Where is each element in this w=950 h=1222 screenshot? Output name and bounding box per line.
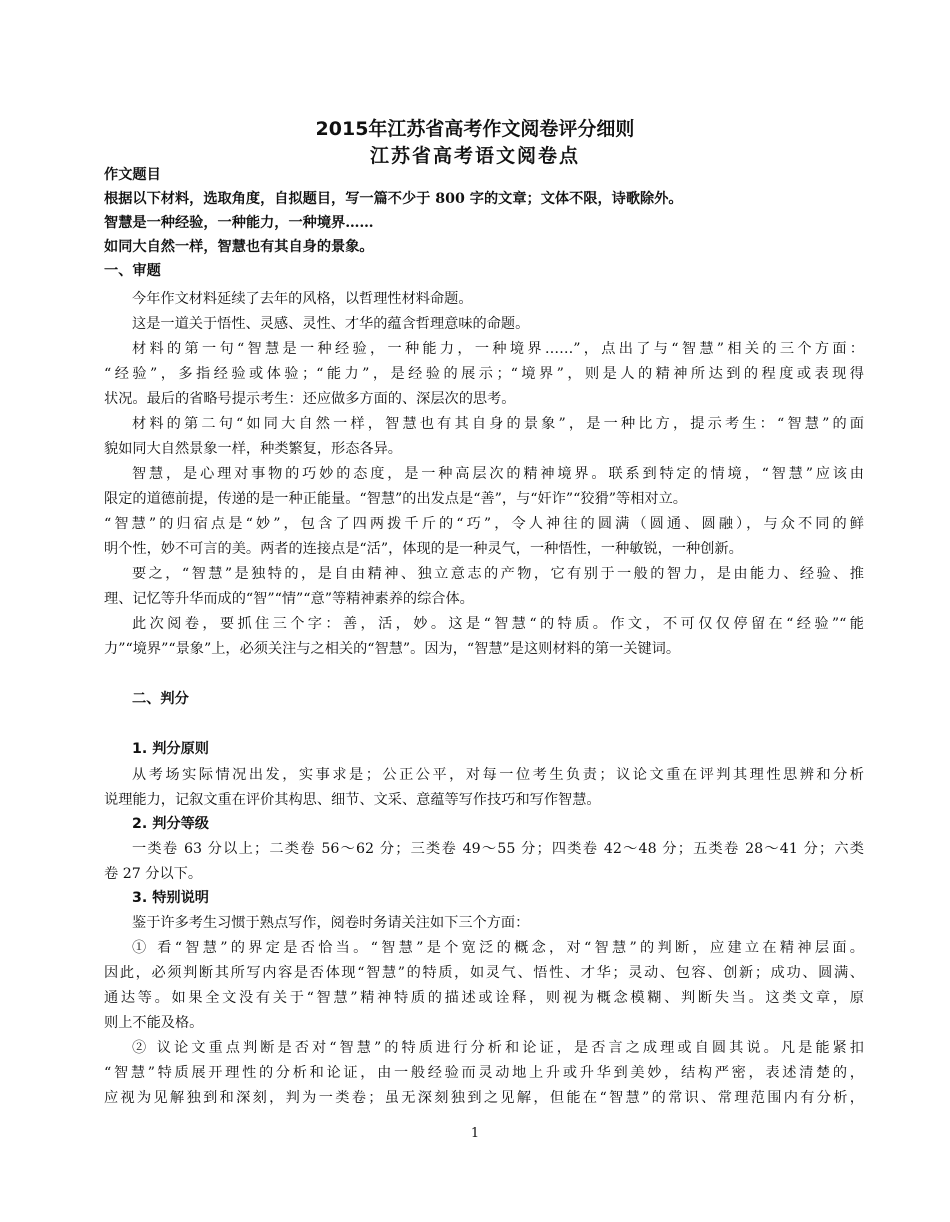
paragraph-line: 貌如同大自然景象一样，种类繁复，形态各异。 <box>104 441 402 457</box>
paragraph-line: 一类卷 63 分以上；二类卷 56～62 分；三类卷 49～55 分；四类卷 42～48 分；五类卷 28～41 分；六类 <box>132 841 864 857</box>
paragraph-line: 状况。最后的省略号提示考生：还应做多方面的、深层次的思考。 <box>104 391 516 407</box>
paragraph-line: 智慧，是心理对事物的巧妙的态度，是一种高层次的精神境界。联系到特定的情境，“智慧”应该由 <box>132 466 864 482</box>
paragraph-line: 限定的道德前提，传递的是一种正能量。“智慧”的出发点是“善”，与“奸诈”“狡猾”等相对立。 <box>104 491 687 507</box>
paragraph-line: 则上不能及格。 <box>104 1015 204 1031</box>
subsection-heading-principles: 1. 判分原则 <box>132 741 209 757</box>
paragraph-line: 因此，必须判断其所写内容是否体现“智慧”的特质，如灵气、悟性、才华；灵动、包容、创新；成功、圆满、 <box>104 965 864 981</box>
paragraph-line: 通达等。如果全文没有关于“智慧”精神特质的描述或诠释，则视为概念模糊、判断失当。这类文章，原 <box>104 990 864 1006</box>
paragraph-line: ② 议论文重点判断是否对“智慧”的特质进行分析和论证，是否言之成理或自圆其说。凡是能紧扣 <box>132 1040 864 1056</box>
subsection-heading-notes: 3. 特别说明 <box>132 890 209 906</box>
prompt-material-2: 如同大自然一样，智慧也有其自身的景象。 <box>104 239 374 255</box>
document-subtitle: 江苏省高考语文阅卷点 <box>369 145 580 167</box>
paragraph-line: 鉴于许多考生习惯于熟点写作，阅卷时务请关注如下三个方面： <box>132 915 530 931</box>
section-heading-review: 一、审题 <box>104 263 161 279</box>
paragraph-line: 卷 27 分以下。 <box>104 866 203 882</box>
prompt-instruction: 根据以下材料，选取角度，自拟题目，写一篇不少于 800 字的文章；文体不限，诗歌除外。 <box>104 191 683 207</box>
subsection-heading-grades: 2. 判分等级 <box>132 816 209 832</box>
paragraph-line: “经验”，多指经验或体验；“能力”，是经验的展示；“境界”，则是人的精神所达到的程度或表现得 <box>104 366 864 382</box>
paragraph-line: 这是一道关于悟性、灵感、灵性、才华的蕴含哲理意味的命题。 <box>132 316 530 332</box>
paragraph-line: 理、记忆等升华而成的“智”“情”“意”等精神素养的综合体。 <box>104 591 474 607</box>
paragraph-line: ① 看“智慧”的界定是否恰当。“智慧”是个宽泛的概念，对“智慧”的判断，应建立在精神层面。 <box>132 940 864 956</box>
paragraph-line: 说理能力，记叙文重在评价其构思、细节、文采、意蕴等写作技巧和写作智慧。 <box>104 792 601 808</box>
paragraph-line: 明个性，妙不可言的美。两者的连接点是“活”，体现的是一种灵气，一种悟性，一种敏锐，一种创新。 <box>104 541 743 557</box>
paragraph-line: 今年作文材料延续了去年的风格，以哲理性材料命题。 <box>132 291 473 307</box>
paragraph-line: 应视为见解独到和深刻，判为一类卷；虽无深刻独到之见解，但能在“智慧”的常识、常理范围内有分析， <box>104 1090 864 1106</box>
paragraph-line: 从考场实际情况出发，实事求是；公正公平，对每一位考生负责；议论文重在评判其理性思辨和分析 <box>132 767 864 783</box>
paragraph-line: “智慧”特质展开理性的分析和论证，由一般经验而灵动地上升或升华到美妙，结构严密，表述清楚的， <box>104 1065 864 1081</box>
paragraph-line: 材料的第一句“智慧是一种经验，一种能力，一种境界……”，点出了与“智慧”相关的三个方面： <box>132 341 864 357</box>
prompt-heading: 作文题目 <box>104 167 161 183</box>
paragraph-line: 材料的第二句“如同大自然一样，智慧也有其自身的景象”，是一种比方，提示考生：“智慧”的面 <box>132 416 864 432</box>
paragraph-line: 要之，“智慧”是独特的，是自由精神、独立意志的产物，它有别于一般的智力，是由能力、经验、推 <box>132 566 864 582</box>
document-title: 2015年江苏省高考作文阅卷评分细则 <box>315 118 635 140</box>
section-heading-scoring: 二、判分 <box>132 691 189 707</box>
paragraph-line: “智慧”的归宿点是“妙”，包含了四两拨千斤的“巧”，令人神往的圆满（圆通、圆融），与众不同的鲜 <box>104 516 864 532</box>
paragraph-line: 此次阅卷，要抓住三个字：善，活，妙。这是“智慧“的特质。作文，不可仅仅停留在“经验”“能 <box>132 616 864 632</box>
paragraph-line: 力”“境界”“景象”上，必须关注与之相关的“智慧”。因为，“智慧”是这则材料的第一关键词。 <box>104 641 681 657</box>
prompt-material-1: 智慧是一种经验，一种能力，一种境界…… <box>104 215 374 231</box>
page-number: 1 <box>470 1126 480 1141</box>
